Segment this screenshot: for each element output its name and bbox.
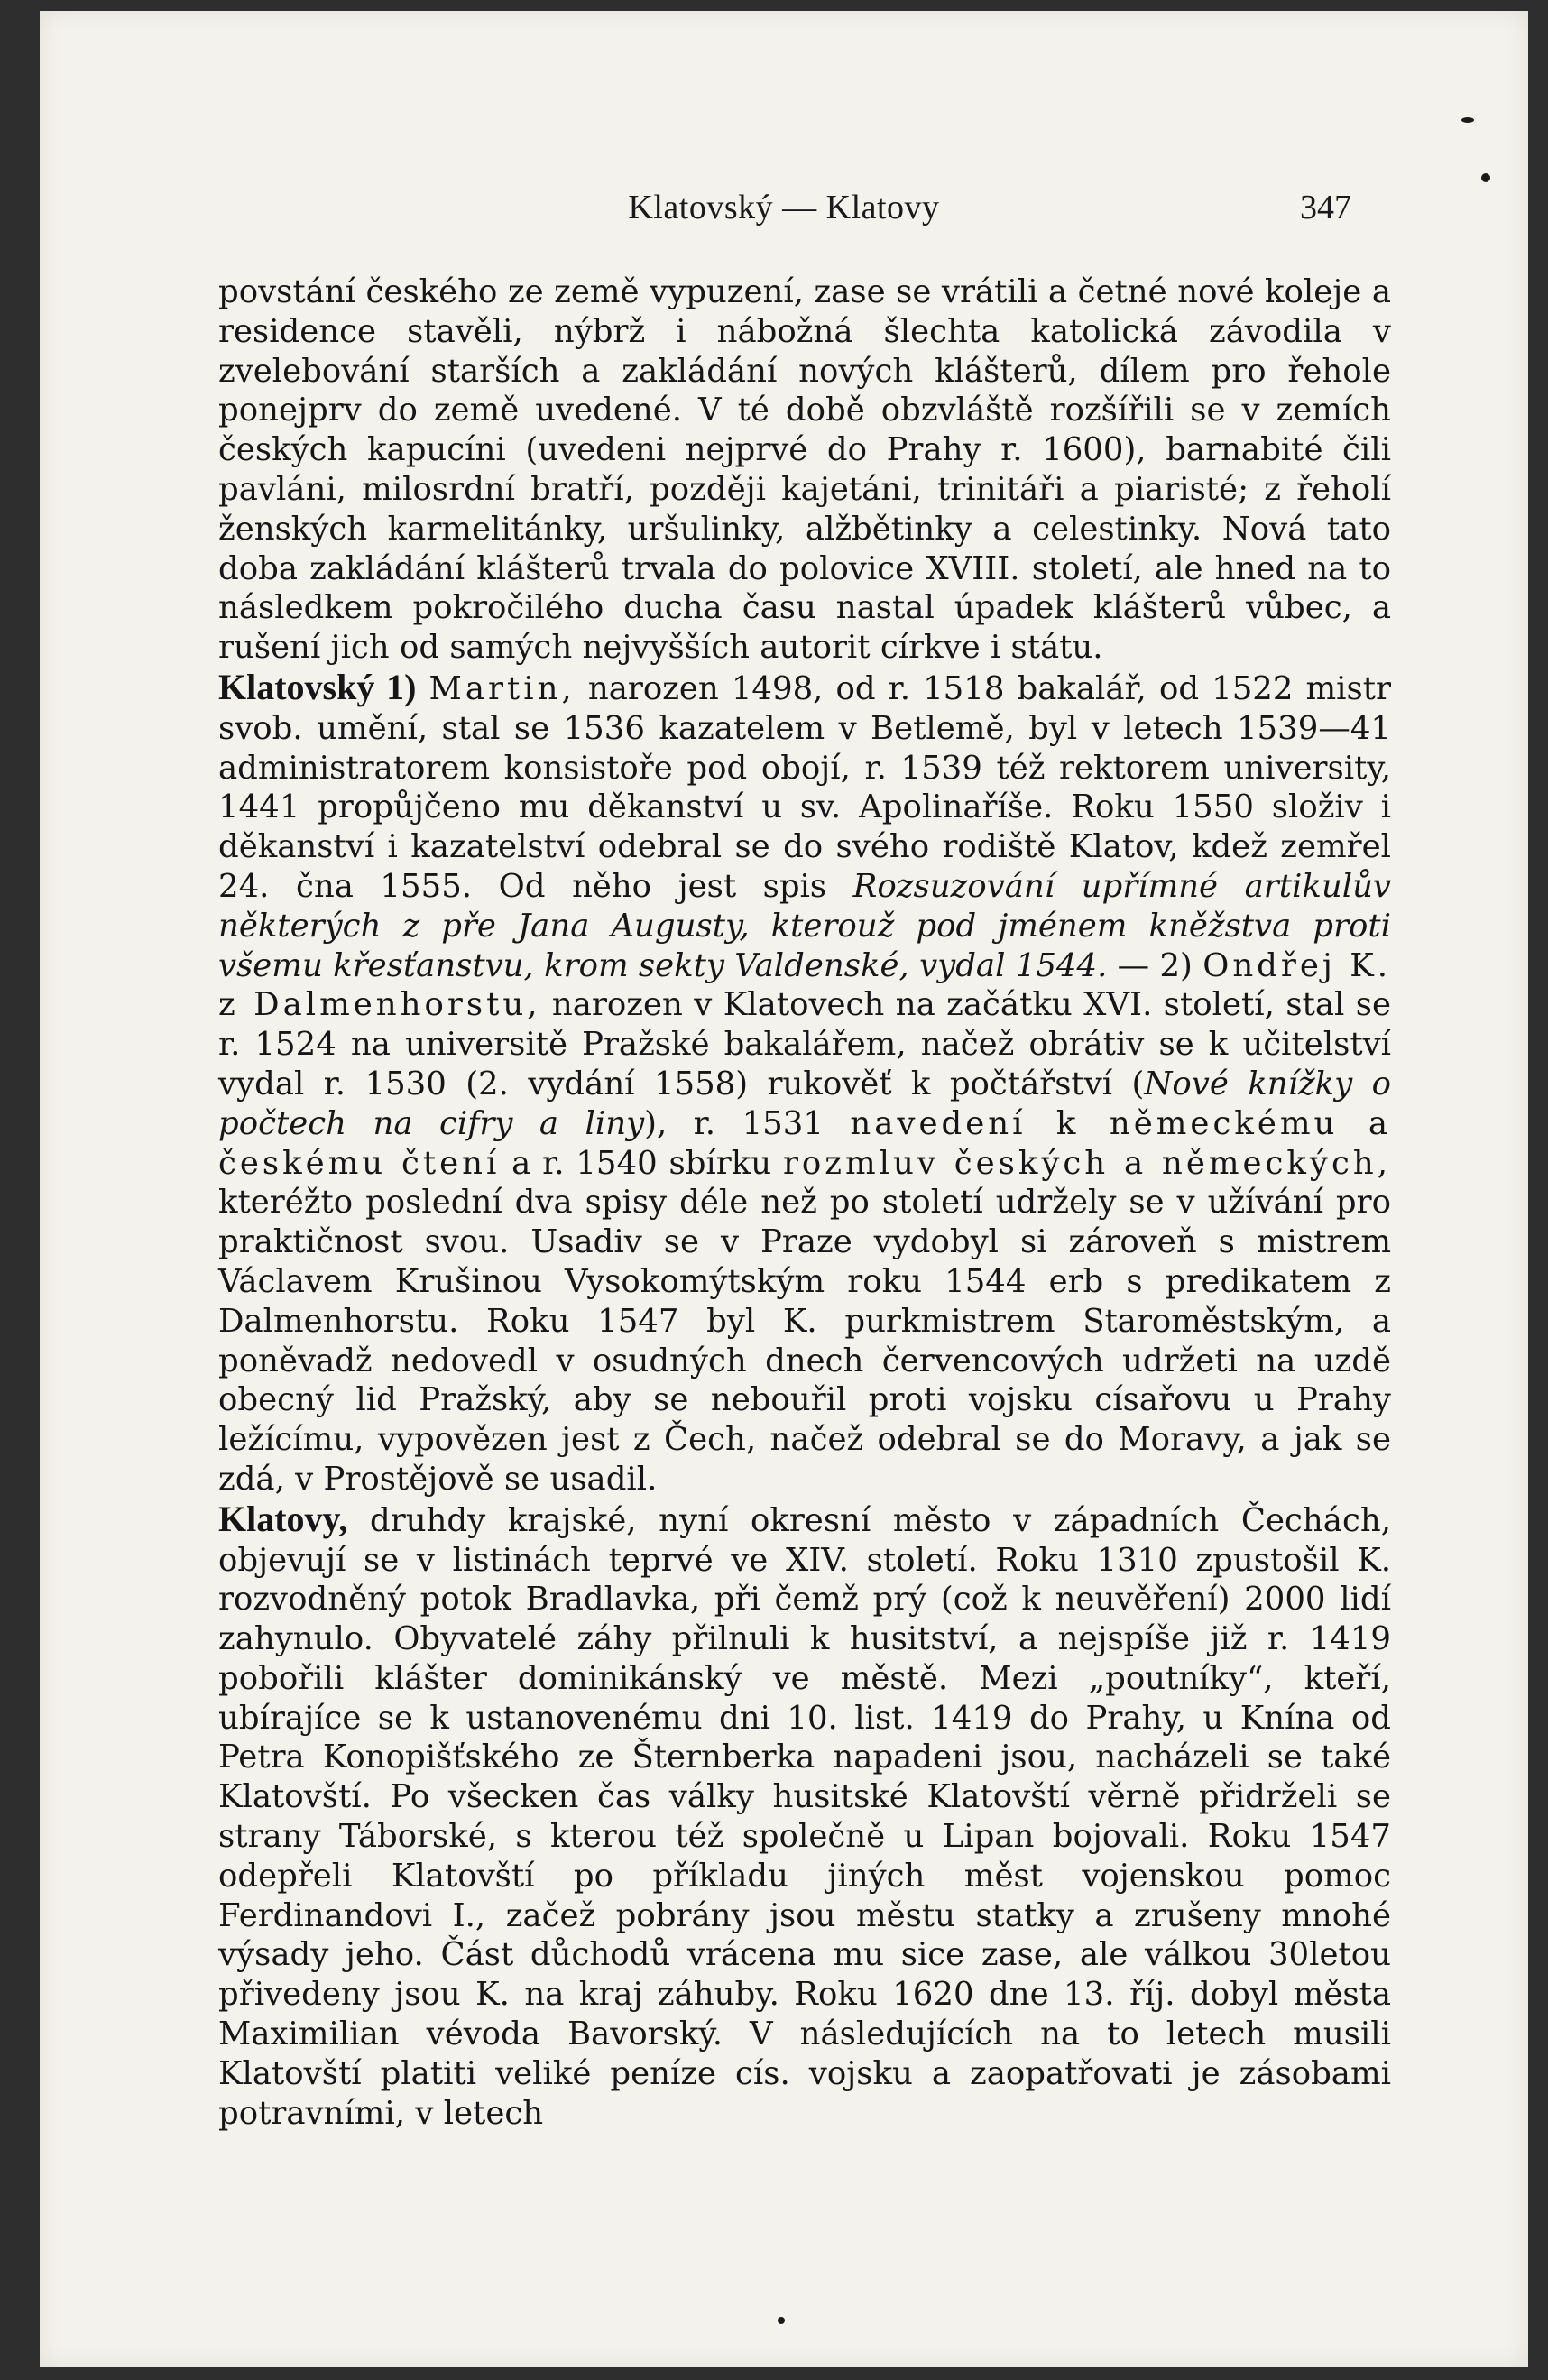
ink-speck — [778, 2317, 785, 2324]
running-title: Klatovský — Klatovy — [628, 189, 940, 226]
text-run: narozen v Klatovech na začátku XVI. století, stal se r. 1524 na universitě Pražské bakalářem, načež obrátiv se k učitelství vydal r. 1530 (2. vydání 1558) rukověť k počtářství ( — [218, 986, 1391, 1102]
text-run: narozen 1498, od r. 1518 bakalář, od 1522 mistr svob. umění, stal se 1536 kazatelem v Betlemě, byl v letech 1539—41 administratorem konsistoře pod obojí, r. 1539 též rektorem university, 1441 propůjčeno mu děkanství u sv. Apolinaříše. Roku 1550 složiv i děkanství i kazatelství odebral se do svého rodiště Klatov, kdež zemřel 24. čna 1555. Od něho jest spis — [218, 669, 1391, 905]
work-title-navedeni: navedení k německému a českému čtení — [218, 1104, 1392, 1182]
text-run: kteréžto poslední dva spisy déle než po století udržely se v užívání pro praktičnost svou. Usadiv se v Praze vydobyl si zároveň s mistrem Václavem Krušinou Vysokomýtským roku 1544 erb s predikatem z Dalmenhorstu. Roku 1547 byl K. purkmistrem Staroměstským, a poněvadž nedovedl v osudných dnech červencových udržeti na uzdě obecný lid Pražský, aby se nebouřil proti vojsku císařovu u Prahy ležícímu, vypovězen jest z Čech, načež odebral se do Moravy, a jak se zdá, v Prostějově se usadil. — [218, 1184, 1391, 1498]
work-title-rozmluv: rozmluv českých a německých, — [782, 1144, 1391, 1182]
person-name-ondrej: Ondřej K. z Dalmenhorstu, — [218, 946, 1392, 1024]
ink-speck — [1481, 173, 1490, 182]
text-column — [218, 272, 1391, 2133]
paragraph-monasteries: povstání českého ze země vypuzení, zase se vrátili a četné nové koleje a residence stavěli, nýbrž i nábožná šlechta katolická závodila v zvelebování starších a zakládání nových klášterů, dílem pro řehole ponejprv do země uvedené. V té době obzvláště rozšířili se v zemích českých kapucíni (uvedeni nejprvé do Prahy r. 1600), barnabité čili pavláni, milosrdní bratří, později kajetáni, trinitáři a piaristé; z řeholí ženských karmelitánky, uršulinky, alžbětinky a celestinky. Nová tato doba zakládání klášterů trvala do polovice XVIII. století, ale hned na to následkem pokročilého ducha času nastal úpadek klášterů vůbec, a rušení jich od samých nejvyšších autorit církve i státu. — [218, 273, 1391, 667]
text-run: druhdy krajské, nyní okresní město v západních Čechách, objevují se v listinách teprvé ve XIV. století. Roku 1310 zpustošil K. rozvodněný potok Bradlavka, při čemž prý (což k neuvěření) 2000 lidí zahynulo. Obyvatelé záhy přilnuli k husitství, a nejspíše již r. 1419 pobořili klášter dominikánský ve městě. Mezi „poutníky“, kteří, ubírajíce se k ustanovenému dni 10. list. 1419 do Prahy, u Knína od Petra Konopišťského ze Šternberka napadeni jsou, nacházeli se také Klatovští. Po všecken čas války husitské Klatovští věrně přidrželi se strany Táborské, s kterou též společně u Lipan bojovali. Roku 1547 odepřeli Klatovští po příkladu jiných měst vojenskou pomoc Ferdinandovi I., začež pobrány jsou městu statky a zrušeny mnohé výsady jeho. Část důchodů vrácena mu sice zase, ale válkou 30letou přivedeny jsou K. na kraj záhuby. Roku 1620 dne 13. říj. dobyl města Maximilian vévoda Bavorský. V následujících na to letech musili Klatovští platiti veliké peníze cís. vojsku a zaopatřovati je zásobami potravními, v letech — [218, 1501, 1391, 2132]
entry-heading-klatovy: Klatovy, — [218, 1498, 348, 1539]
text-run: ), r. 1531 — [644, 1104, 851, 1142]
paragraph-klatovy — [218, 1499, 1391, 2134]
text-run: — 2) — [1107, 946, 1203, 984]
page-number: 347 — [1300, 189, 1351, 226]
person-name-martin: Martin, — [428, 669, 576, 707]
work-title-nove-knizky: Nové knížky o počtech na cifry a liny — [218, 1065, 1391, 1142]
entry-heading-klatovsky: Klatovský 1) — [218, 666, 417, 707]
work-title-rozsuzovani: Rozsuzování upřímné artikulův některých z pře Jana Augusty, kterouž pod jménem kněžstva proti všemu křesťanstvu, krom sekty Valdenské, vydal 1544. — [218, 867, 1391, 984]
running-head — [40, 188, 1528, 231]
book-page — [40, 11, 1528, 2367]
ink-speck — [1461, 117, 1474, 123]
text-run: a r. 1540 sbírku — [500, 1144, 783, 1182]
paragraph-klatovsky — [218, 668, 1391, 1499]
